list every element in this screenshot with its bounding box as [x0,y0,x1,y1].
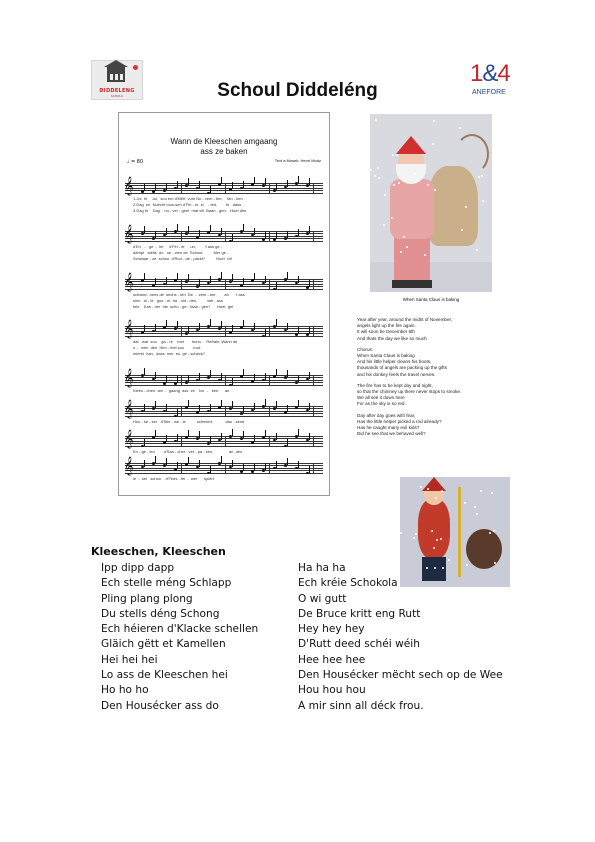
page-title: Schoul Diddeléng [217,80,378,101]
music-lyric-line: d'En - ge - ler d'Fei - er un, 't ass ge - dämpt stéits do ue - wen de Schout. Mer ge - Schwaar - ze schon d'Rod - de - päckt? Huet vill [133,244,232,261]
santa-drawing [370,114,492,292]
music-staff [124,272,323,291]
treble-clef-icon: 𝄞 [124,368,134,387]
poem-verse-1: Year after year, around the midst of November, angels light up the fire again. It will soon be December 6th And thats the day we like so much [357,317,453,341]
lyric-line: O wi gutt [298,592,347,605]
treble-clef-icon: 𝄞 [124,272,134,291]
music-staff [124,456,323,475]
drawing-caption: When Santa Claus is baking [402,297,460,302]
lyric-line: De Bruce kritt eng Rutt [298,607,421,620]
music-staff [124,368,323,387]
lyric-line: D'Rutt deed schéi wéih [298,638,420,651]
anefore-logo [470,60,510,104]
lyrics-left-column [101,561,258,714]
lyric-line: A mir sinn all déck frou. [298,699,424,712]
lyric-line: Ech kréie Schokola [298,577,398,590]
lyric-line: Den Housécker mëcht sech op de Wee [298,669,503,682]
music-lyric-line: Klees - chen am - gaang ass ze ba - ken an [133,388,230,393]
logo-name: DIDDELENG [99,88,135,94]
santa-shape [390,179,434,239]
logo-number: 1&4 [470,60,510,87]
music-staff [124,176,323,195]
poem-verse-2: The fire has to be kept day and night, so that the chimney up there never stops to smoke. We all see it down here For as the sky is so red. [357,382,462,407]
english-poem [357,317,507,442]
lyric-line: Hei hei hei [101,653,158,666]
lyric-line: Du stells déng Schong [101,607,220,620]
lyric-line: Ha ha ha [298,562,346,574]
music-staff [124,319,323,338]
treble-clef-icon: 𝄞 [124,224,134,243]
tempo-mark: ♩ = 80 [127,159,144,165]
lyric-line: Ipp dipp dapp [101,562,175,574]
lyric-line: Pling plang plong [101,592,193,605]
music-staff [124,224,323,243]
lyric-line: Ech stelle méng Schlapp [101,577,232,590]
logo-word: ANEFORE [472,89,506,96]
music-lyric-line: dat wat sou ga - re mer hunn. Refrain: Wann de o - wen den Him - mel sou rout. mierkt han, dass mer es ge - schéck? [133,339,238,356]
lyric-line: Hey hey hey [298,623,365,636]
song-title: Wann de Kleeschen amgaang ass ze baken [170,137,278,156]
treble-clef-icon: 𝄞 [124,176,134,195]
lyric-line: Hee hee hee [298,653,366,666]
treble-clef-icon: 𝄞 [124,429,134,448]
lyrics-right-column [298,561,503,714]
logo-sub: SCHOUL [110,94,124,98]
lyric-line: Ech héieren d'Klacke schellen [101,623,259,636]
reindeer-shape [428,166,478,246]
poem-chorus: Chorus: When Santa Claus is baking And his little helper cleans his boots, thousands of angels are packing up the gifts and his donkey feels the travel nerves. [357,346,447,377]
lyric-line: Gläich gëtt et Kamellen [101,638,226,651]
lyric-line: Hou hou hou [298,684,366,697]
music-lyric-line: schwinn nees de sechs - ten De - zem - ber, an 't ass sinn al - le gue - et ha - nid - den, wéi ass tele Kan - ner hie scho - ge - faan - gen? Huet gel [133,292,245,309]
treble-clef-icon: 𝄞 [124,399,134,418]
music-lyric-line: En - ge - len d'Saa - cher - ver - pa - ken, an den [133,449,243,454]
lyric-line: Lo ass de Kleeschen hei [101,669,228,682]
poem-verse-3: Day after day goes with fear. Has the little helper picked a rod already? Has he caught many evil kids? Did he see that we behaved well? [357,412,442,437]
sheet-music [118,112,330,496]
logo-dot [133,65,138,70]
lyric-line: Den Housécker ass do [101,699,219,712]
music-staff [124,399,323,418]
music-lyric-line: le - sel schon d'Fees - fei - wer spiert. [133,476,215,481]
santa-shape [418,499,450,559]
music-staff [124,429,323,448]
lyrics-heading: Kleeschen, Kleeschen [91,545,226,558]
treble-clef-icon: 𝄞 [124,319,134,338]
treble-clef-icon: 𝄞 [124,456,134,475]
song-credit: Text a Musek: Henri Modz [274,158,321,163]
lyric-line: Ho ho ho [101,684,149,697]
music-lyric-line: Hou - se - ker d'Stie - we - le schmiert, dau - send [133,419,245,424]
music-lyric-line: 1.Jor fir Joi, sou ém d'Mëtt vum No - vem - ber, fän - ken 2.Dag en Nuecht mus-sen d'Fei - er si - ted, fir dass 3.Dag fir Dag nu - ver - geet mat vill Baan - gen: Huet dee [133,196,247,213]
